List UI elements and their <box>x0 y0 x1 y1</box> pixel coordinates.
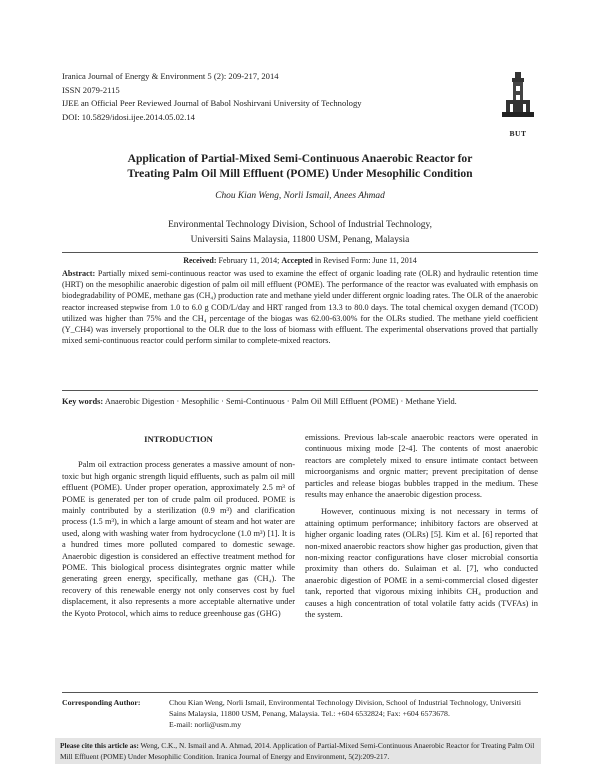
authors: Chou Kian Weng, Norli Ismail, Anees Ahmad <box>215 191 385 201</box>
keywords <box>62 396 538 408</box>
received-label: Received: <box>183 256 217 265</box>
keywords-label: Key words: <box>62 397 104 406</box>
citation-box <box>55 738 541 764</box>
accepted-label: Accepted <box>281 256 313 265</box>
journal-name: Iranica Journal of Energy & Environment 5 (2): 209-217, 2014 <box>62 71 279 81</box>
logo-label: BUT <box>509 129 527 138</box>
abstract-label: Abstract: <box>62 269 96 278</box>
paper-title <box>80 151 520 181</box>
title-line-1: Application of Partial-Mixed Semi-Continuous Anaerobic Reactor for <box>127 152 473 165</box>
corresponding-text: Chou Kian Weng, Norli Ismail, Environmental Technology Division, School of Industrial Technology, Universiti Sains Malaysia, 11800 USM, Penang, Malaysia. Tel.: +604 6532824; Fax: +604 6573678. <box>169 698 522 718</box>
received-line <box>62 256 538 265</box>
affiliation <box>80 218 520 248</box>
citation-text: Weng, C.K., N. Ismail and A. Ahmad, 2014. Application of Partial-Mixed Semi-Continuous Anaerobic Reactor for Treating Palm Oil Mill Effluent (POME) Under Mesophilic Condition. Iranica Journal of Energy and Environment, 5(2):209-217. <box>60 741 535 761</box>
column-left <box>62 432 295 625</box>
abstract <box>62 268 538 346</box>
issn: ISSN 2079-2115 <box>62 84 120 95</box>
tower-logo-icon <box>500 70 536 122</box>
received-date: February 11, 2014; <box>218 256 280 265</box>
journal-header <box>62 70 482 124</box>
intro-paragraph-1: Palm oil extraction process generates a massive amount of non-toxic but high organic strength liquid effluents, such as palm oil mill effluent (POME). Under proper operation, approximately 2.5 m³ of POME is generated per ton of crude palm oil produced. POME is mainly contributed by a sterilization (0.9 m³) and clarification process (1.5 m³), in which a large amount of steam and hot water are used, along with washing water from hydrocyclone (1.0 m³) [1]. It is a hundred times more polluted compared to domestic sewage. Anaerobic digestion is considered an effective treatment method for POME. This biological process disintegrates orgnic matter while generating green energy, specifically, methane gas (CH₄). The recovery of this renewable energy not only conserves cost by fuel displacement, it also represents a more acceptable alternative under the Kyoto Protocol, which aims to reduce greenhouse gas (GHG) <box>62 460 295 618</box>
intro-paragraph-3: However, continuous mixing is not necessary in terms of attaining optimum performance; inhibitory factors are observed at higher organic loading rates (OLRs) [5]. Kim et al. [6] reported that non-mixed anaerobic reactors show higher gas production, given that non-mixing reactor configurations have closer microbial consortia proximity than others do. Sulaiman et al. [7], who conducted anaerobic digestion of POME in a semi-commercial closed digester tank, reported that vigorous mixing inhibits CH₄ production and causes a high concentration of total volatile fatty acids (TVFAs) in the system. <box>305 507 538 620</box>
abstract-divider <box>62 390 538 391</box>
corresponding-email: E-mail: norli@usm.my <box>169 720 242 729</box>
ijee-statement: IJEE an Official Peer Reviewed Journal of Babol Noshirvani University of Technology <box>62 98 362 109</box>
footer-divider <box>62 692 538 693</box>
column-right <box>305 432 538 627</box>
top-divider <box>62 252 538 253</box>
corresponding-label: Corresponding Author: <box>62 698 141 707</box>
abstract-text: Partially mixed semi-continuous reactor was used to examine the effect of organic loading rate (OLR) and hydraulic retention time (HRT) on the mesophilic anaerobic digestion of palm oil mill effluent (POME). The performance of the reactor was evaluated with emphasis on biodegradability of POME, methane gas (CH₄) production rate and methane yield under different orgnic loading rates. The OLR of the anaerobic reactor increased stepwise from 1.0 to 6.0 g COD/L/day and HRT ranged from 13.3 to 80.0 days. The total chemical oxygen demand (TCOD) utilized was higher than 75% and the CH₄ percentage of the biogas was 62.00-63.00% for the OLRs studied. The methane yield coefficient (Y_CH4) was inversely proportional to the OLR due to the loss of biomass with effluent. The experimental observations proved that partially mixed semi-continuous reactor could perform similar to complete-mixed reactors. <box>62 269 539 346</box>
intro-paragraph-2: emissions. Previous lab-scale anaerobic reactors were operated in continuous mixing mode [2-4]. The contents of most anaerobic reactors are completely mixed to ensure intimate contact between microorganisms and orgnic matter; prevent precipitation of dense particles and release biogas bubbles trapped in the medium. These results may enhance the anaerobic digestion process. <box>305 433 538 500</box>
citation-label: Please cite this article as: <box>60 741 139 750</box>
title-line-2: Treating Palm Oil Mill Effluent (POME) Under Mesophilic Condition <box>127 167 473 180</box>
doi: DOI: 10.5829/idosi.ijee.2014.05.02.14 <box>62 111 195 122</box>
keywords-text: Anaerobic Digestion · Mesophilic · Semi-Continuous · Palm Oil Mill Effluent (POME) · Methane Yield. <box>104 397 457 406</box>
intro-heading: INTRODUCTION <box>144 434 213 444</box>
affiliation-line-1: Environmental Technology Division, School of Industrial Technology, <box>168 220 432 230</box>
university-logo <box>498 70 538 138</box>
affiliation-line-2: Universiti Sains Malaysia, 11800 USM, Penang, Malaysia <box>190 235 410 245</box>
corresponding-details <box>169 697 538 730</box>
accepted-date: in Revised Form: June 11, 2014 <box>314 256 417 265</box>
